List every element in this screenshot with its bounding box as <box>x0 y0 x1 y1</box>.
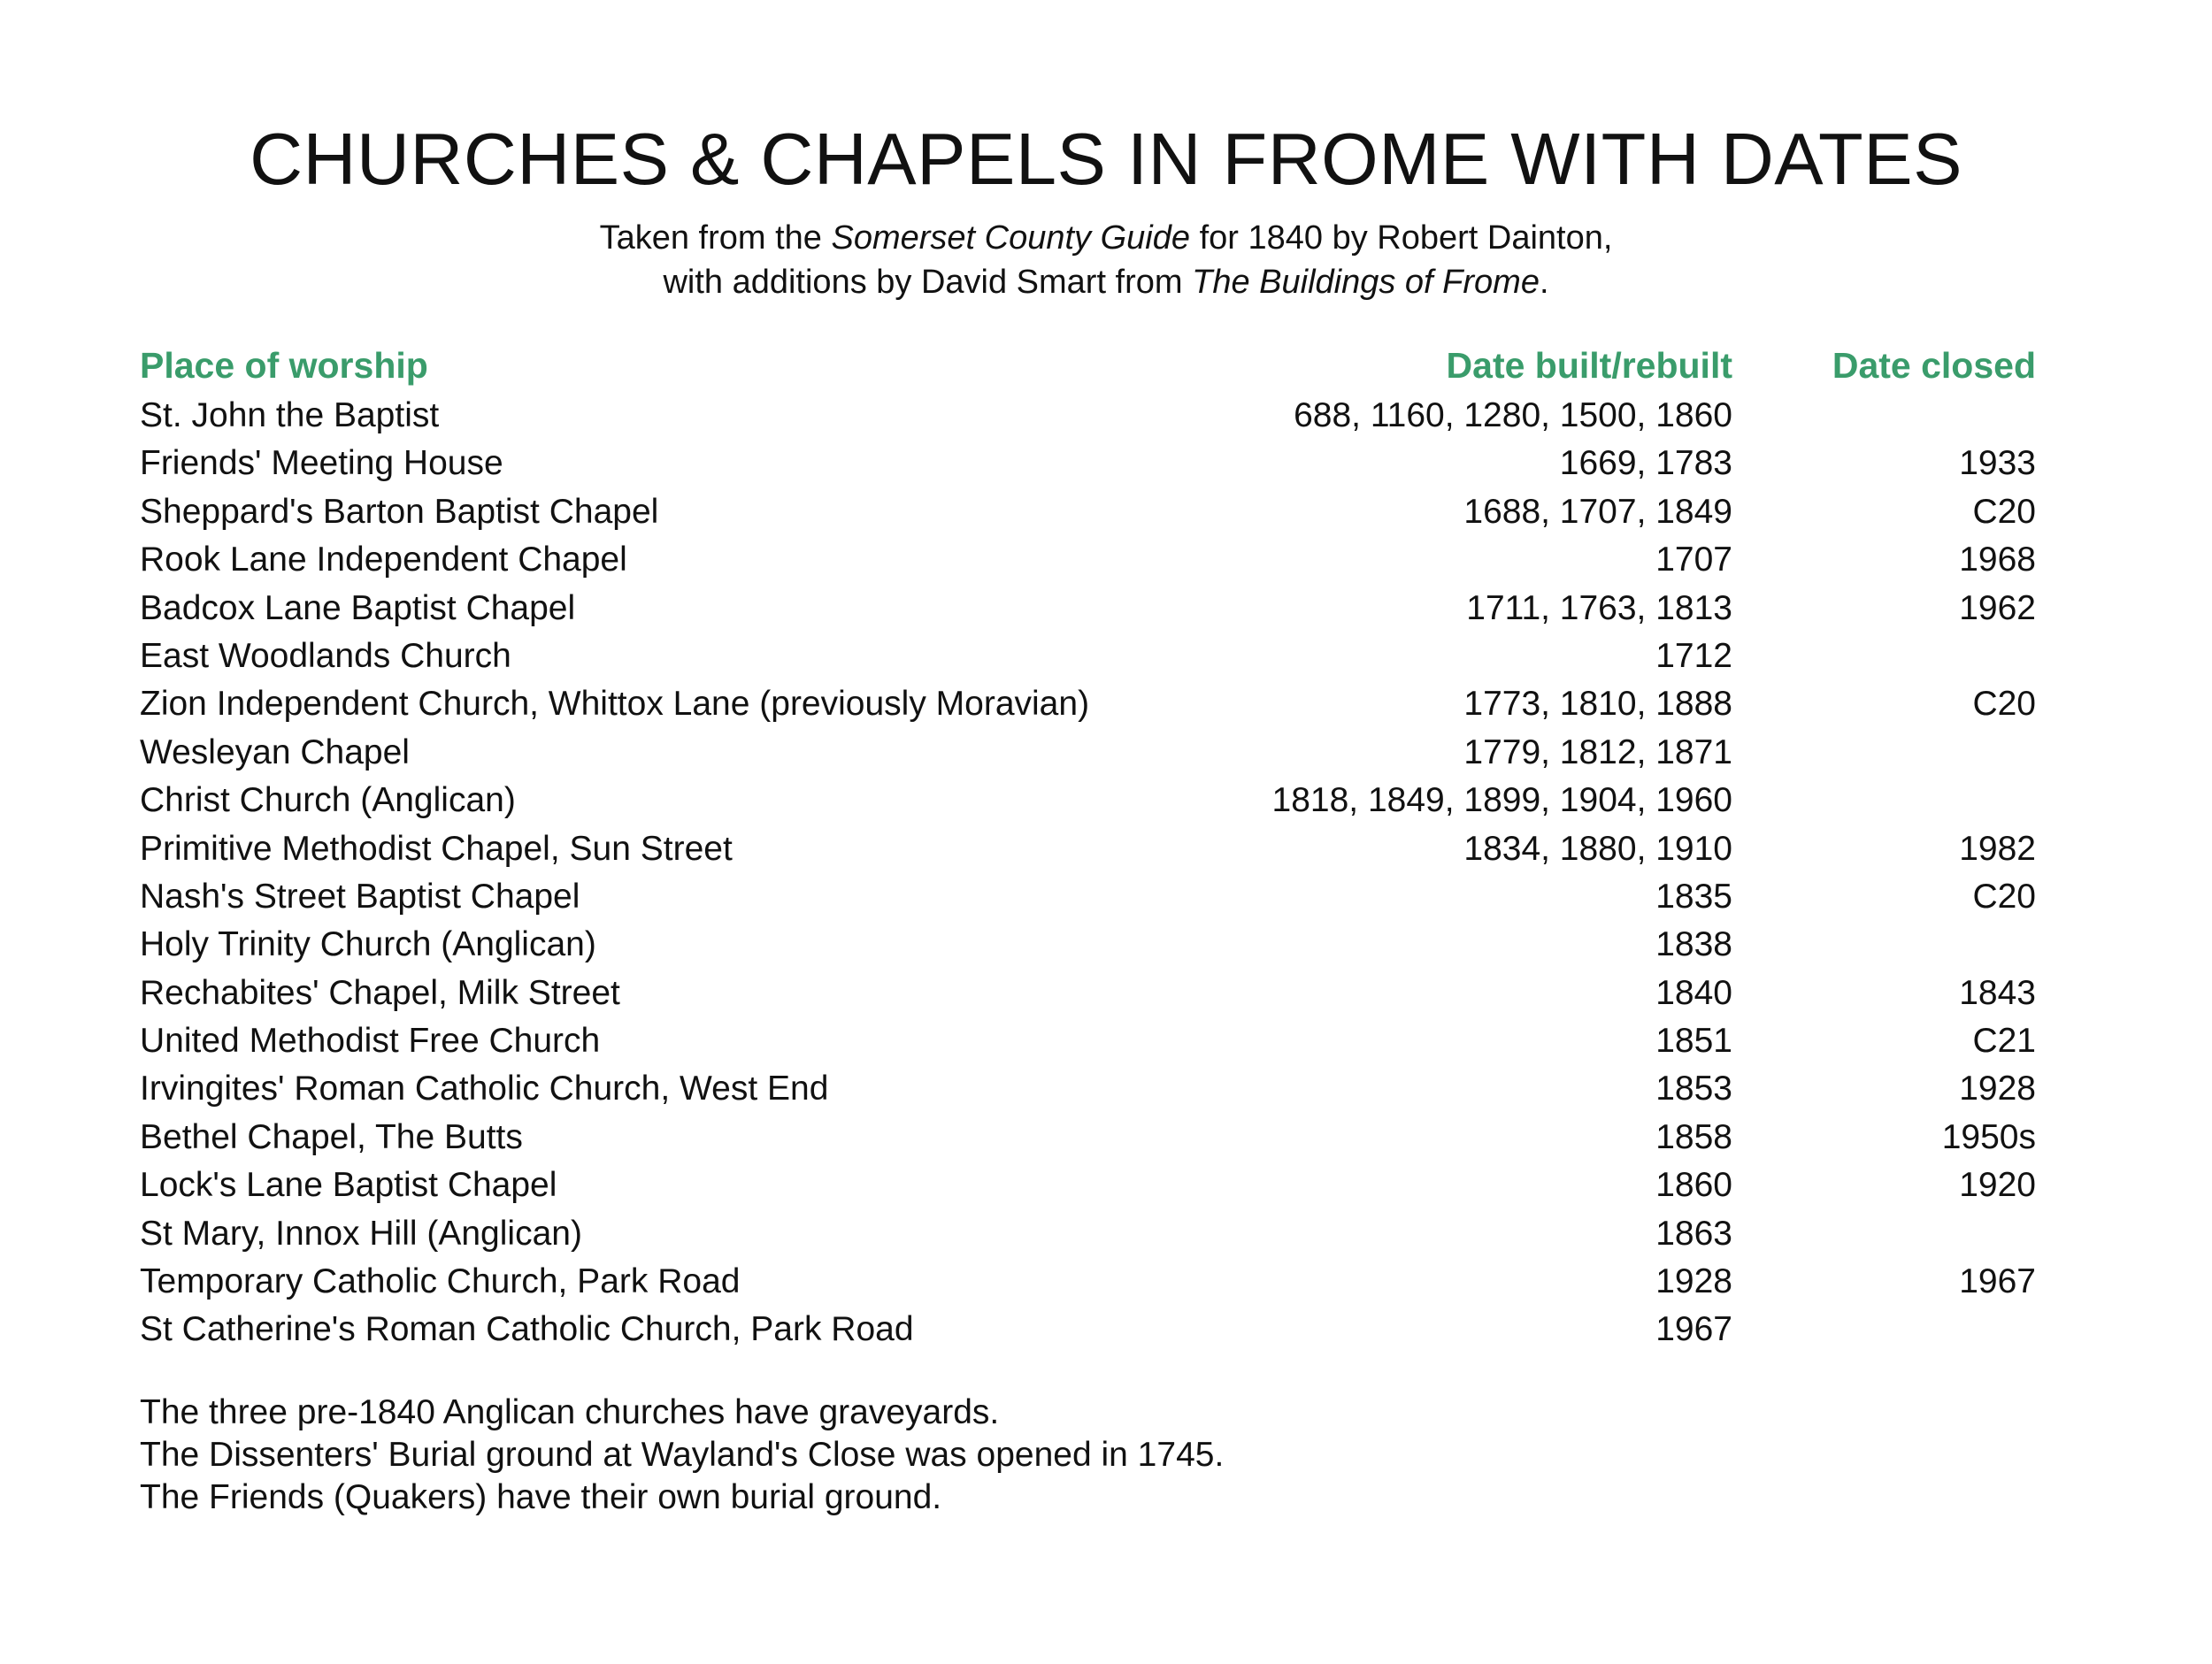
cell-date-closed: 1967 <box>1959 1262 2036 1301</box>
cell-place-of-worship: Primitive Methodist Chapel, Sun Street <box>140 829 733 868</box>
cell-place-of-worship: Christ Church (Anglican) <box>140 781 516 820</box>
cell-date-built: 1838 <box>1655 925 1732 964</box>
cell-date-built: 1669, 1783 <box>1559 444 1732 483</box>
cell-place-of-worship: Lock's Lane Baptist Chapel <box>140 1166 557 1205</box>
cell-place-of-worship: United Methodist Free Church <box>140 1022 601 1061</box>
cell-date-built: 1967 <box>1655 1310 1732 1349</box>
footnote: The Dissenters' Burial ground at Wayland's Close was opened in 1745. <box>140 1436 1225 1474</box>
cell-place-of-worship: Zion Independent Church, Whittox Lane (previously Moravian) <box>140 685 1090 724</box>
cell-date-closed: C20 <box>1972 685 2036 724</box>
footnote: The three pre-1840 Anglican churches have graveyards. <box>140 1393 1000 1431</box>
cell-place-of-worship: East Woodlands Church <box>140 636 511 675</box>
subtitle-text: . <box>1539 264 1549 301</box>
table-row <box>0 1210 2212 1258</box>
cell-place-of-worship: Sheppard's Barton Baptist Chapel <box>140 492 659 531</box>
cell-place-of-worship: Friends' Meeting House <box>140 444 503 483</box>
cell-date-built: 1688, 1707, 1849 <box>1463 492 1732 531</box>
cell-place-of-worship: Badcox Lane Baptist Chapel <box>140 588 576 627</box>
table-row <box>0 873 2212 921</box>
cell-date-built: 1928 <box>1655 1262 1732 1301</box>
table-row <box>0 585 2212 633</box>
table-row <box>0 1306 2212 1353</box>
cell-date-built: 1707 <box>1655 541 1732 579</box>
subtitle-text: with additions by David Smart from <box>663 264 1193 301</box>
cell-date-built: 1860 <box>1655 1166 1732 1205</box>
cell-place-of-worship: Temporary Catholic Church, Park Road <box>140 1262 741 1301</box>
cell-date-built: 1712 <box>1655 636 1732 675</box>
cell-place-of-worship: Irvingites' Roman Catholic Church, West End <box>140 1070 829 1108</box>
footnotes <box>140 1392 1224 1519</box>
footnote: The Friends (Quakers) have their own burial ground. <box>140 1478 942 1516</box>
cell-place-of-worship: Nash's Street Baptist Chapel <box>140 877 580 916</box>
subtitle-line-1 <box>0 216 2212 260</box>
cell-place-of-worship: Holy Trinity Church (Anglican) <box>140 925 596 964</box>
table-row <box>0 680 2212 728</box>
table-row <box>0 1065 2212 1113</box>
cell-date-closed: 1982 <box>1959 829 2036 868</box>
cell-date-closed: 1962 <box>1959 588 2036 627</box>
cell-date-built: 1818, 1849, 1899, 1904, 1960 <box>1271 781 1732 820</box>
subtitle-text: Taken from the <box>599 219 832 257</box>
subtitle-line-2 <box>0 260 2212 304</box>
cell-place-of-worship: St. John the Baptist <box>140 396 440 434</box>
table-row <box>0 1017 2212 1065</box>
cell-date-built: 1835 <box>1655 877 1732 916</box>
table-row <box>0 970 2212 1017</box>
book-title-buildings-of-frome: The Buildings of Frome <box>1192 264 1540 301</box>
cell-date-closed: 1843 <box>1959 973 2036 1012</box>
cell-date-built: 688, 1160, 1280, 1500, 1860 <box>1294 396 1732 434</box>
table-row <box>0 536 2212 584</box>
table-row <box>0 633 2212 680</box>
column-header-date-closed: Date closed <box>1832 345 2036 386</box>
cell-date-closed: 1950s <box>1941 1117 2036 1156</box>
table-row <box>0 440 2212 487</box>
cell-date-built: 1779, 1812, 1871 <box>1463 732 1732 771</box>
column-header-place: Place of worship <box>140 345 428 386</box>
table-row <box>0 729 2212 777</box>
cell-date-closed: C21 <box>1972 1022 2036 1061</box>
cell-date-built: 1858 <box>1655 1117 1732 1156</box>
page-title: CHURCHES & CHAPELS IN FROME WITH DATES <box>250 118 1962 200</box>
cell-date-closed: 1928 <box>1959 1070 2036 1108</box>
column-header-date-built: Date built/rebuilt <box>1446 345 1732 386</box>
cell-place-of-worship: Wesleyan Chapel <box>140 732 410 771</box>
table-header <box>0 339 2212 392</box>
subtitle <box>0 216 2212 304</box>
table-row <box>0 1114 2212 1162</box>
cell-place-of-worship: St Catherine's Roman Catholic Church, Park Road <box>140 1310 914 1349</box>
cell-date-built: 1834, 1880, 1910 <box>1463 829 1732 868</box>
table-row <box>0 777 2212 824</box>
cell-date-built: 1863 <box>1655 1214 1732 1253</box>
cell-place-of-worship: Rechabites' Chapel, Milk Street <box>140 973 620 1012</box>
cell-date-closed: 1968 <box>1959 541 2036 579</box>
cell-date-built: 1711, 1763, 1813 <box>1466 588 1732 627</box>
cell-place-of-worship: Rook Lane Independent Chapel <box>140 541 627 579</box>
subtitle-text: for 1840 by Robert Dainton, <box>1190 219 1613 257</box>
cell-date-closed: C20 <box>1972 877 2036 916</box>
cell-date-built: 1840 <box>1655 973 1732 1012</box>
table-row <box>0 921 2212 969</box>
table-row <box>0 1162 2212 1209</box>
cell-date-closed: 1933 <box>1959 444 2036 483</box>
cell-date-built: 1851 <box>1655 1022 1732 1061</box>
cell-place-of-worship: Bethel Chapel, The Butts <box>140 1117 523 1156</box>
table-row <box>0 392 2212 440</box>
cell-date-built: 1853 <box>1655 1070 1732 1108</box>
table-body <box>0 392 2212 1354</box>
cell-place-of-worship: St Mary, Innox Hill (Anglican) <box>140 1214 582 1253</box>
book-title-county-guide: Somerset County Guide <box>831 219 1191 257</box>
table-row <box>0 488 2212 536</box>
cell-date-closed: C20 <box>1972 492 2036 531</box>
table-row <box>0 1258 2212 1306</box>
table-row <box>0 825 2212 873</box>
cell-date-closed: 1920 <box>1959 1166 2036 1205</box>
cell-date-built: 1773, 1810, 1888 <box>1463 685 1732 724</box>
